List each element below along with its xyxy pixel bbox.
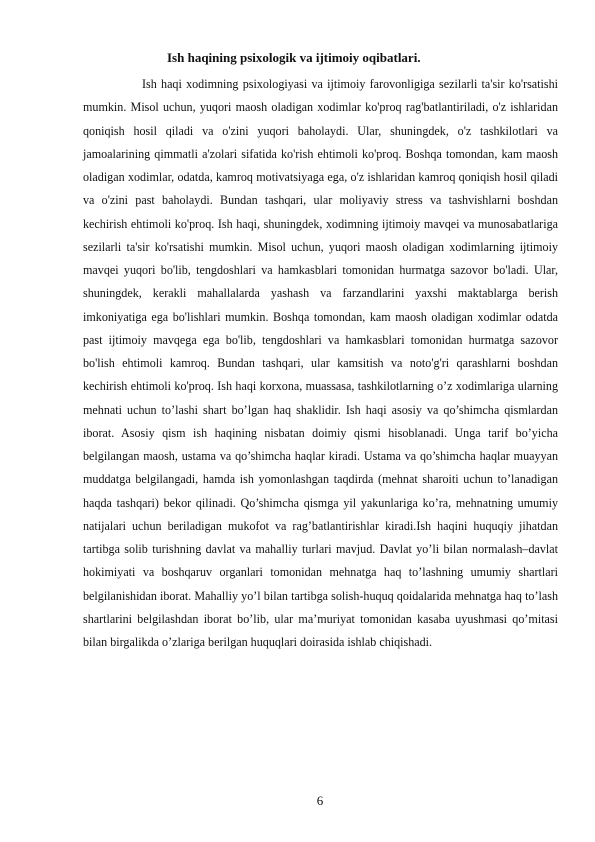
body-paragraph: Ish haqi xodimning psixologiyasi va ijtimoiy farovonligiga sezilarli ta'sir ko'rsatishi mumkin. Misol uchun, yuqori maosh oladigan xodimlar ko'proq rag'batlantiriladi, o'z ishlaridan qoniqish hosil qiladi va o'zini yuqori baholaydi. Ular, shuningdek, o'z tashkilotlari va jamoalarining qimmatli a'zolari sifatida ko'rish ehtimoli ko'proq. Boshqa tomondan, kam maosh oladigan xodimlar, odatda, kamroq motivatsiyaga ega, o'z ishlaridan kamroq qoniqish hosil qiladi va o'zini past baholaydi. Bundan tashqari, ular moliyaviy stress va tashvishlarni boshdan kechirish ehtimoli ko'proq. Ish haqi, shuningdek, xodimning ijtimoiy mavqei va munosabatlariga sezilarli ta'sir ko'rsatishi mumkin. Misol uchun, yuqori maosh oladigan xodimlarning ijtimoiy mavqei yuqori bo'lib, tengdoshlari va hamkasblari tomonidan hurmatga sazovor bo'ladi. Ular, shuningdek, kerakli mahallalarda yashash va farzandlarini yaxshi maktablarga berish imkoniyatiga ega bo'lishlari mumkin. Boshqa tomondan, kam maosh oladigan xodimlar odatda past ijtimoiy mavqega ega bo'lib, tengdoshlari va hamkasblari tomonidan hurmatga sazovor bo'lish ehtimoli kamroq. Bundan tashqari, ular kamsitish va noto'g'ri qarashlarni boshdan kechirish ehtimoli ko'proq. Ish haqi korxona, muassasa, tashkilotlarning o’z xodimlariga ularning mehnati uchun to’lashi shart bo’lgan haq shaklidir. Ish haqi asosiy va qo’shimcha qismlardan iborat. Asosiy qism ish haqining nisbatan doimiy qismi hisoblanadi. Unga tarif bo’yicha belgilangan maosh, ustama va qo’shimcha haqlar kiradi. Ustama va qo’shimcha haqlar muayyan muddatga belgilangadi, hamda ish yomonlashgan taqdirda (mehnat sharoiti uchun to’lanadigan haqda tashqari) bekor qilinadi. Qo’shimcha qismga yil yakunlariga ko’ra, mehnatning umumiy natijalari uchun beriladigan mukofot va rag’batlantirishlar kiradi.Ish haqini huquqiy jihatdan tartibga solib turishning davlat va mahalliy turlari mavjud. Davlat yo’li bilan normalash–davlat hokimiyati va boshqaruv organlari tomonidan mehnatga haq to’lashning umumiy shartlari belgilanishidan iborat. Mahalliy yo’l bilan tartibga solish-huquq qoidalarida mehnatga haq to’lash shartlarini belgilashdan iborat bo’lib, ular ma’muriyat tomonidan kasaba uyushmasi qo’mitasi bilan birgalikda o’zlariga berilgan huquqlari doirasida ishlab chiqishadi.	[83, 77, 558, 649]
page-number: 6	[316, 793, 324, 808]
section-title: Ish haqining psixologik va ijtimoiy oqibatlari.	[167, 50, 421, 65]
